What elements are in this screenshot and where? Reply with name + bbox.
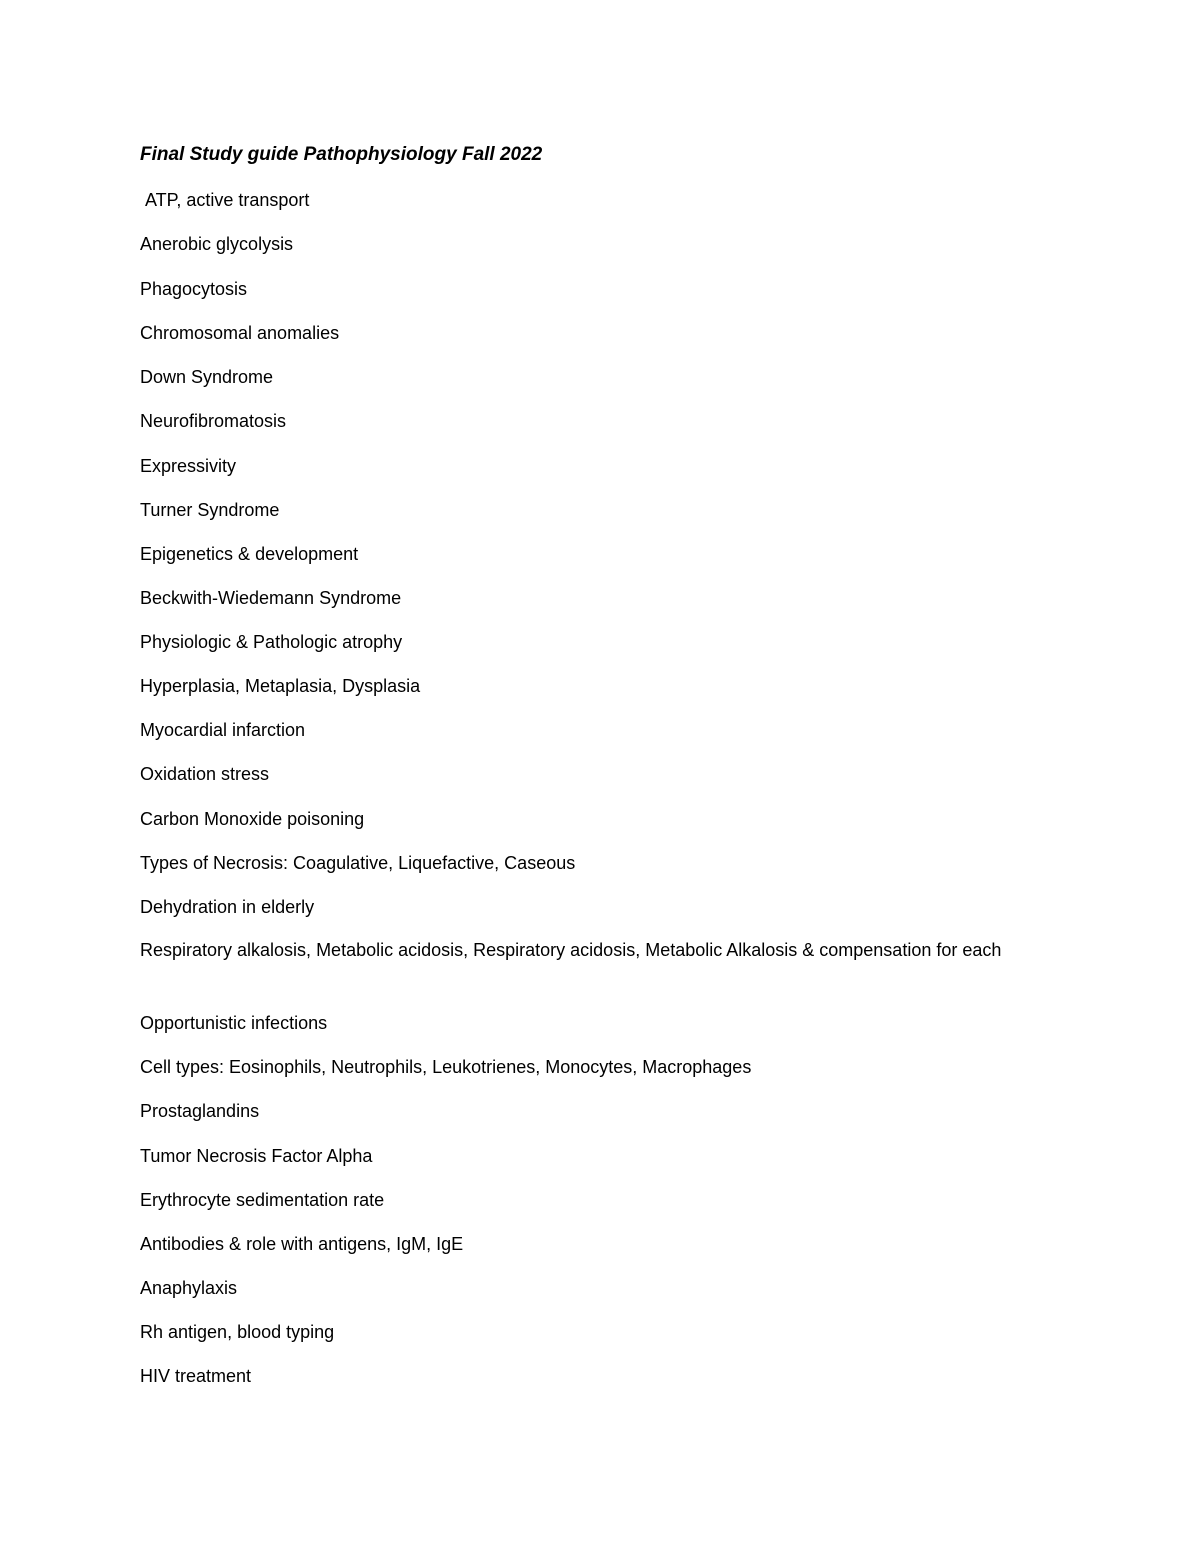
study-item: Cell types: Eosinophils, Neutrophils, Leukotrienes, Monocytes, Macrophages (140, 1057, 752, 1077)
study-item: Epigenetics & development (140, 544, 359, 564)
study-item: Hyperplasia, Metaplasia, Dysplasia (140, 676, 421, 696)
study-item: Anerobic glycolysis (140, 234, 294, 254)
study-item: Carbon Monoxide poisoning (140, 809, 365, 829)
study-item: HIV treatment (140, 1366, 252, 1386)
study-item: Turner Syndrome (140, 500, 280, 520)
study-item: Respiratory alkalosis, Metabolic acidosis, Respiratory acidosis, Metabolic Alkalosis & compensation for each (140, 940, 1002, 960)
study-item: Anaphylaxis (140, 1278, 238, 1298)
study-item: Beckwith-Wiedemann Syndrome (140, 588, 402, 608)
study-item: Erythrocyte sedimentation rate (140, 1190, 385, 1210)
study-item: Chromosomal anomalies (140, 323, 340, 343)
study-item: Phagocytosis (140, 279, 248, 299)
study-item: Tumor Necrosis Factor Alpha (140, 1146, 373, 1166)
study-item: Down Syndrome (140, 367, 274, 387)
study-item: Opportunistic infections (140, 1013, 328, 1033)
study-item: Expressivity (140, 456, 237, 476)
study-item: Antibodies & role with antigens, IgM, IgE (140, 1234, 464, 1254)
study-item: ATP, active transport (145, 190, 310, 210)
study-item: Prostaglandins (140, 1101, 260, 1121)
study-item: Types of Necrosis: Coagulative, Liquefactive, Caseous (140, 853, 576, 873)
study-item: Rh antigen, blood typing (140, 1322, 335, 1342)
study-item: Dehydration in elderly (140, 897, 315, 917)
study-item: Physiologic & Pathologic atrophy (140, 632, 403, 652)
document-title: Final Study guide Pathophysiology Fall 2022 (140, 144, 543, 165)
study-item: Neurofibromatosis (140, 411, 287, 431)
study-item: Oxidation stress (140, 764, 270, 784)
study-item: Myocardial infarction (140, 720, 306, 740)
